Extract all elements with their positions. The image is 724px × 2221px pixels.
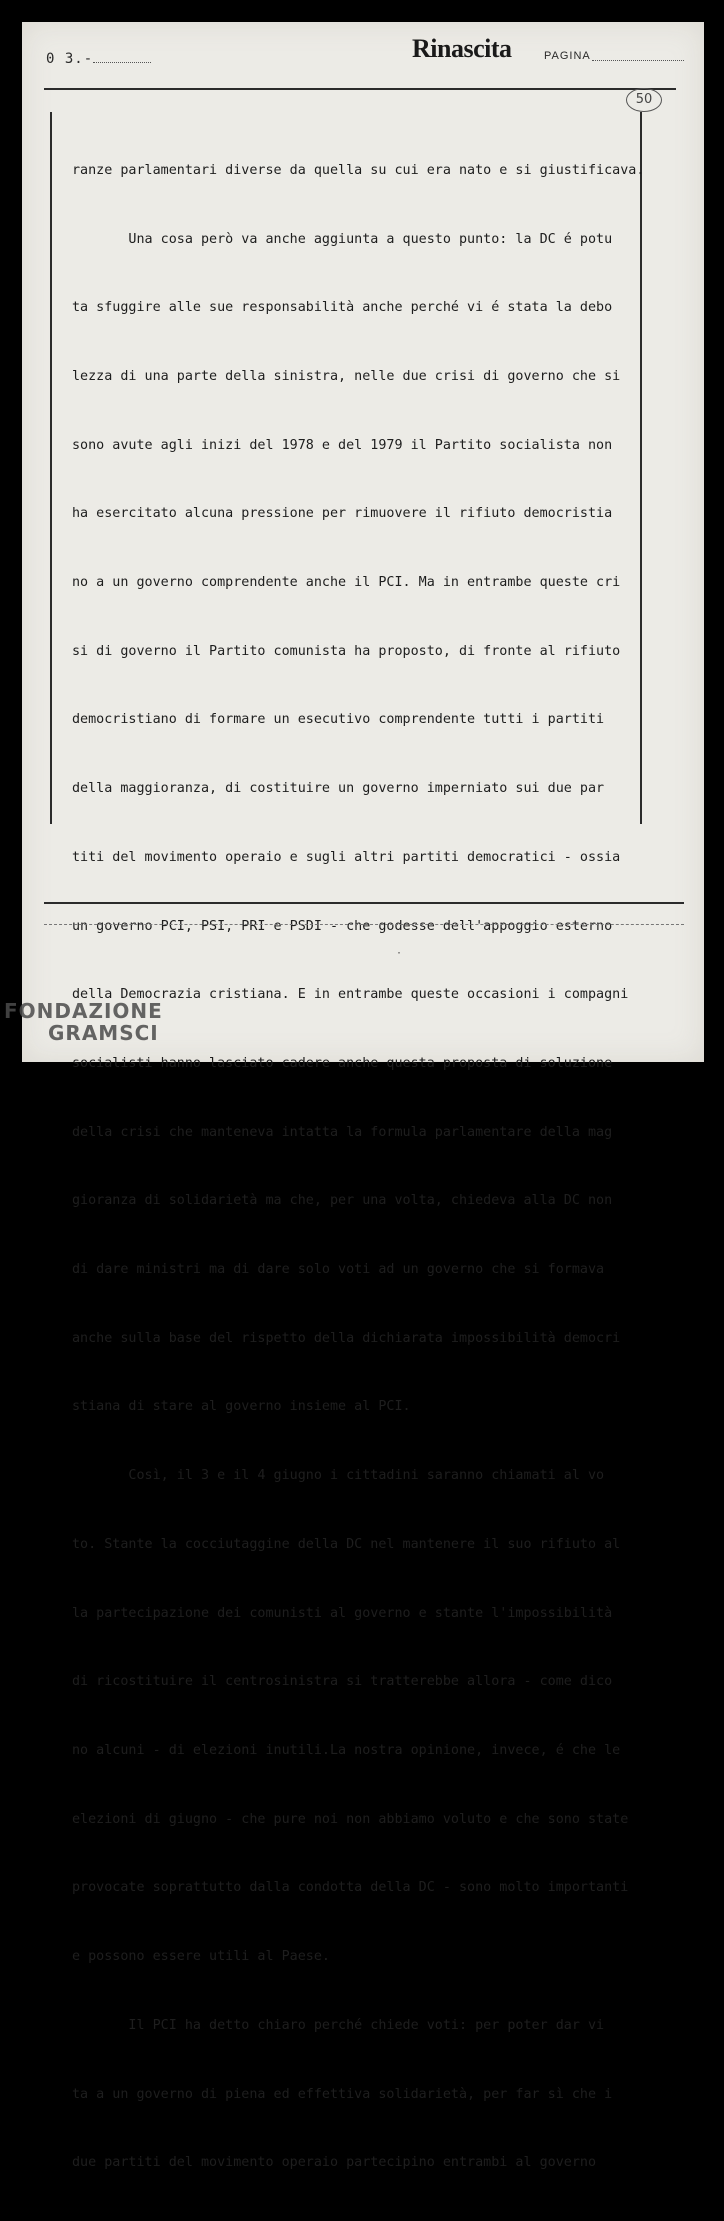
text-line: di ricostituire il centrosinistra si tratterebbe allora - come dico	[72, 1674, 613, 1690]
text-line: lezza di una parte della sinistra, nelle due crisi di governo che si	[72, 368, 621, 384]
typed-body-text	[72, 114, 668, 2221]
text-line: di dare ministri ma di dare solo voti ad un governo che si formava	[72, 1262, 605, 1278]
text-line: anche sulla base del rispetto della dichiarata impossibilità democri	[72, 1330, 621, 1346]
text-line: della Democrazia cristiana. E in entrambe queste occasioni i compagni	[72, 987, 629, 1003]
pagina-dotted-line	[592, 60, 684, 61]
text-line: ha esercitato alcuna pressione per rimuovere il rifiuto democristia	[72, 506, 613, 522]
text-line: sono avute agli inizi del 1978 e del 1979 il Partito socialista non	[72, 437, 613, 453]
ink-speck: ·	[396, 948, 403, 959]
text-line: della crisi che manteneva intatta la formula parlamentare della mag	[72, 1124, 613, 1140]
text-line: Il PCI ha detto chiaro perché chiede voti: per poter dar vi	[72, 2017, 605, 2033]
pagina-label: PAGINA	[544, 50, 591, 62]
text-line: socialisti hanno lasciato cadere anche questa proposta di soluzione	[72, 1055, 613, 1071]
masthead-title: Rinascita	[412, 34, 512, 63]
watermark-line-2: GRAMSCI	[48, 1021, 159, 1045]
text-line: ta a un governo di piena ed effettiva solidarietà, per far sì che i	[72, 2086, 613, 2102]
text-line: no alcuni - di elezioni inutili.La nostra opinione, invece, é che le	[72, 1742, 621, 1758]
text-line: due partiti del movimento operaio partecipino entrambi al governo	[72, 2155, 597, 2171]
text-line: provocate soprattutto dalla condotta della DC - sono molto importanti	[72, 1880, 629, 1896]
archive-watermark	[4, 1000, 163, 1044]
text-line: gioranza di solidarietà ma che, per una volta, chiedeva alla DC non	[72, 1193, 613, 1209]
handwritten-page-annotation: 50	[626, 88, 662, 112]
text-line: elezioni di giugno - che pure noi non abbiamo voluto e che sono state	[72, 1811, 629, 1827]
text-line: si di governo il Partito comunista ha proposto, di fronte al rifiuto	[72, 643, 621, 659]
watermark-line-1: FONDAZIONE	[4, 999, 163, 1023]
text-line: e possono essere utili al Paese.	[72, 1949, 330, 1965]
text-line: della maggioranza, di costituire un governo imperniato sui due par	[72, 781, 605, 797]
text-line: Una cosa però va anche aggiunta a questo punto: la DC é potu	[72, 231, 613, 247]
text-line: ta sfuggire alle sue responsabilità anche perché vi é stata la debo	[72, 300, 613, 316]
text-line: un governo PCI, PSI, PRI e PSDI - che godesse dell'appoggio esterno	[72, 918, 613, 934]
footer-rule	[44, 902, 684, 904]
text-line: no a un governo comprendente anche il PCI. Ma in entrambe queste cri	[72, 575, 621, 591]
text-line: to. Stante la cocciutaggine della DC nel mantenere il suo rifiuto al	[72, 1536, 621, 1552]
left-margin-rule	[50, 112, 52, 824]
text-line: titi del movimento operaio e sugli altri partiti democratici - ossia	[72, 849, 621, 865]
page-number: 0 3.-	[46, 51, 151, 67]
footer-dashed-rule	[44, 924, 684, 925]
header-rule	[44, 88, 676, 90]
document-page	[22, 22, 704, 2171]
text-line: Così, il 3 e il 4 giugno i cittadini saranno chiamati al vo	[72, 1468, 605, 1484]
text-line: la partecipazione dei comunisti al governo e stante l'impossibilità	[72, 1605, 613, 1621]
text-line: ranze parlamentari diverse da quella su cui era nato e si giustificava.	[72, 162, 645, 178]
text-line: stiana di stare al governo insieme al PCI.	[72, 1399, 411, 1415]
text-line: democristiano di formare un esecutivo comprendente tutti i partiti	[72, 712, 605, 728]
